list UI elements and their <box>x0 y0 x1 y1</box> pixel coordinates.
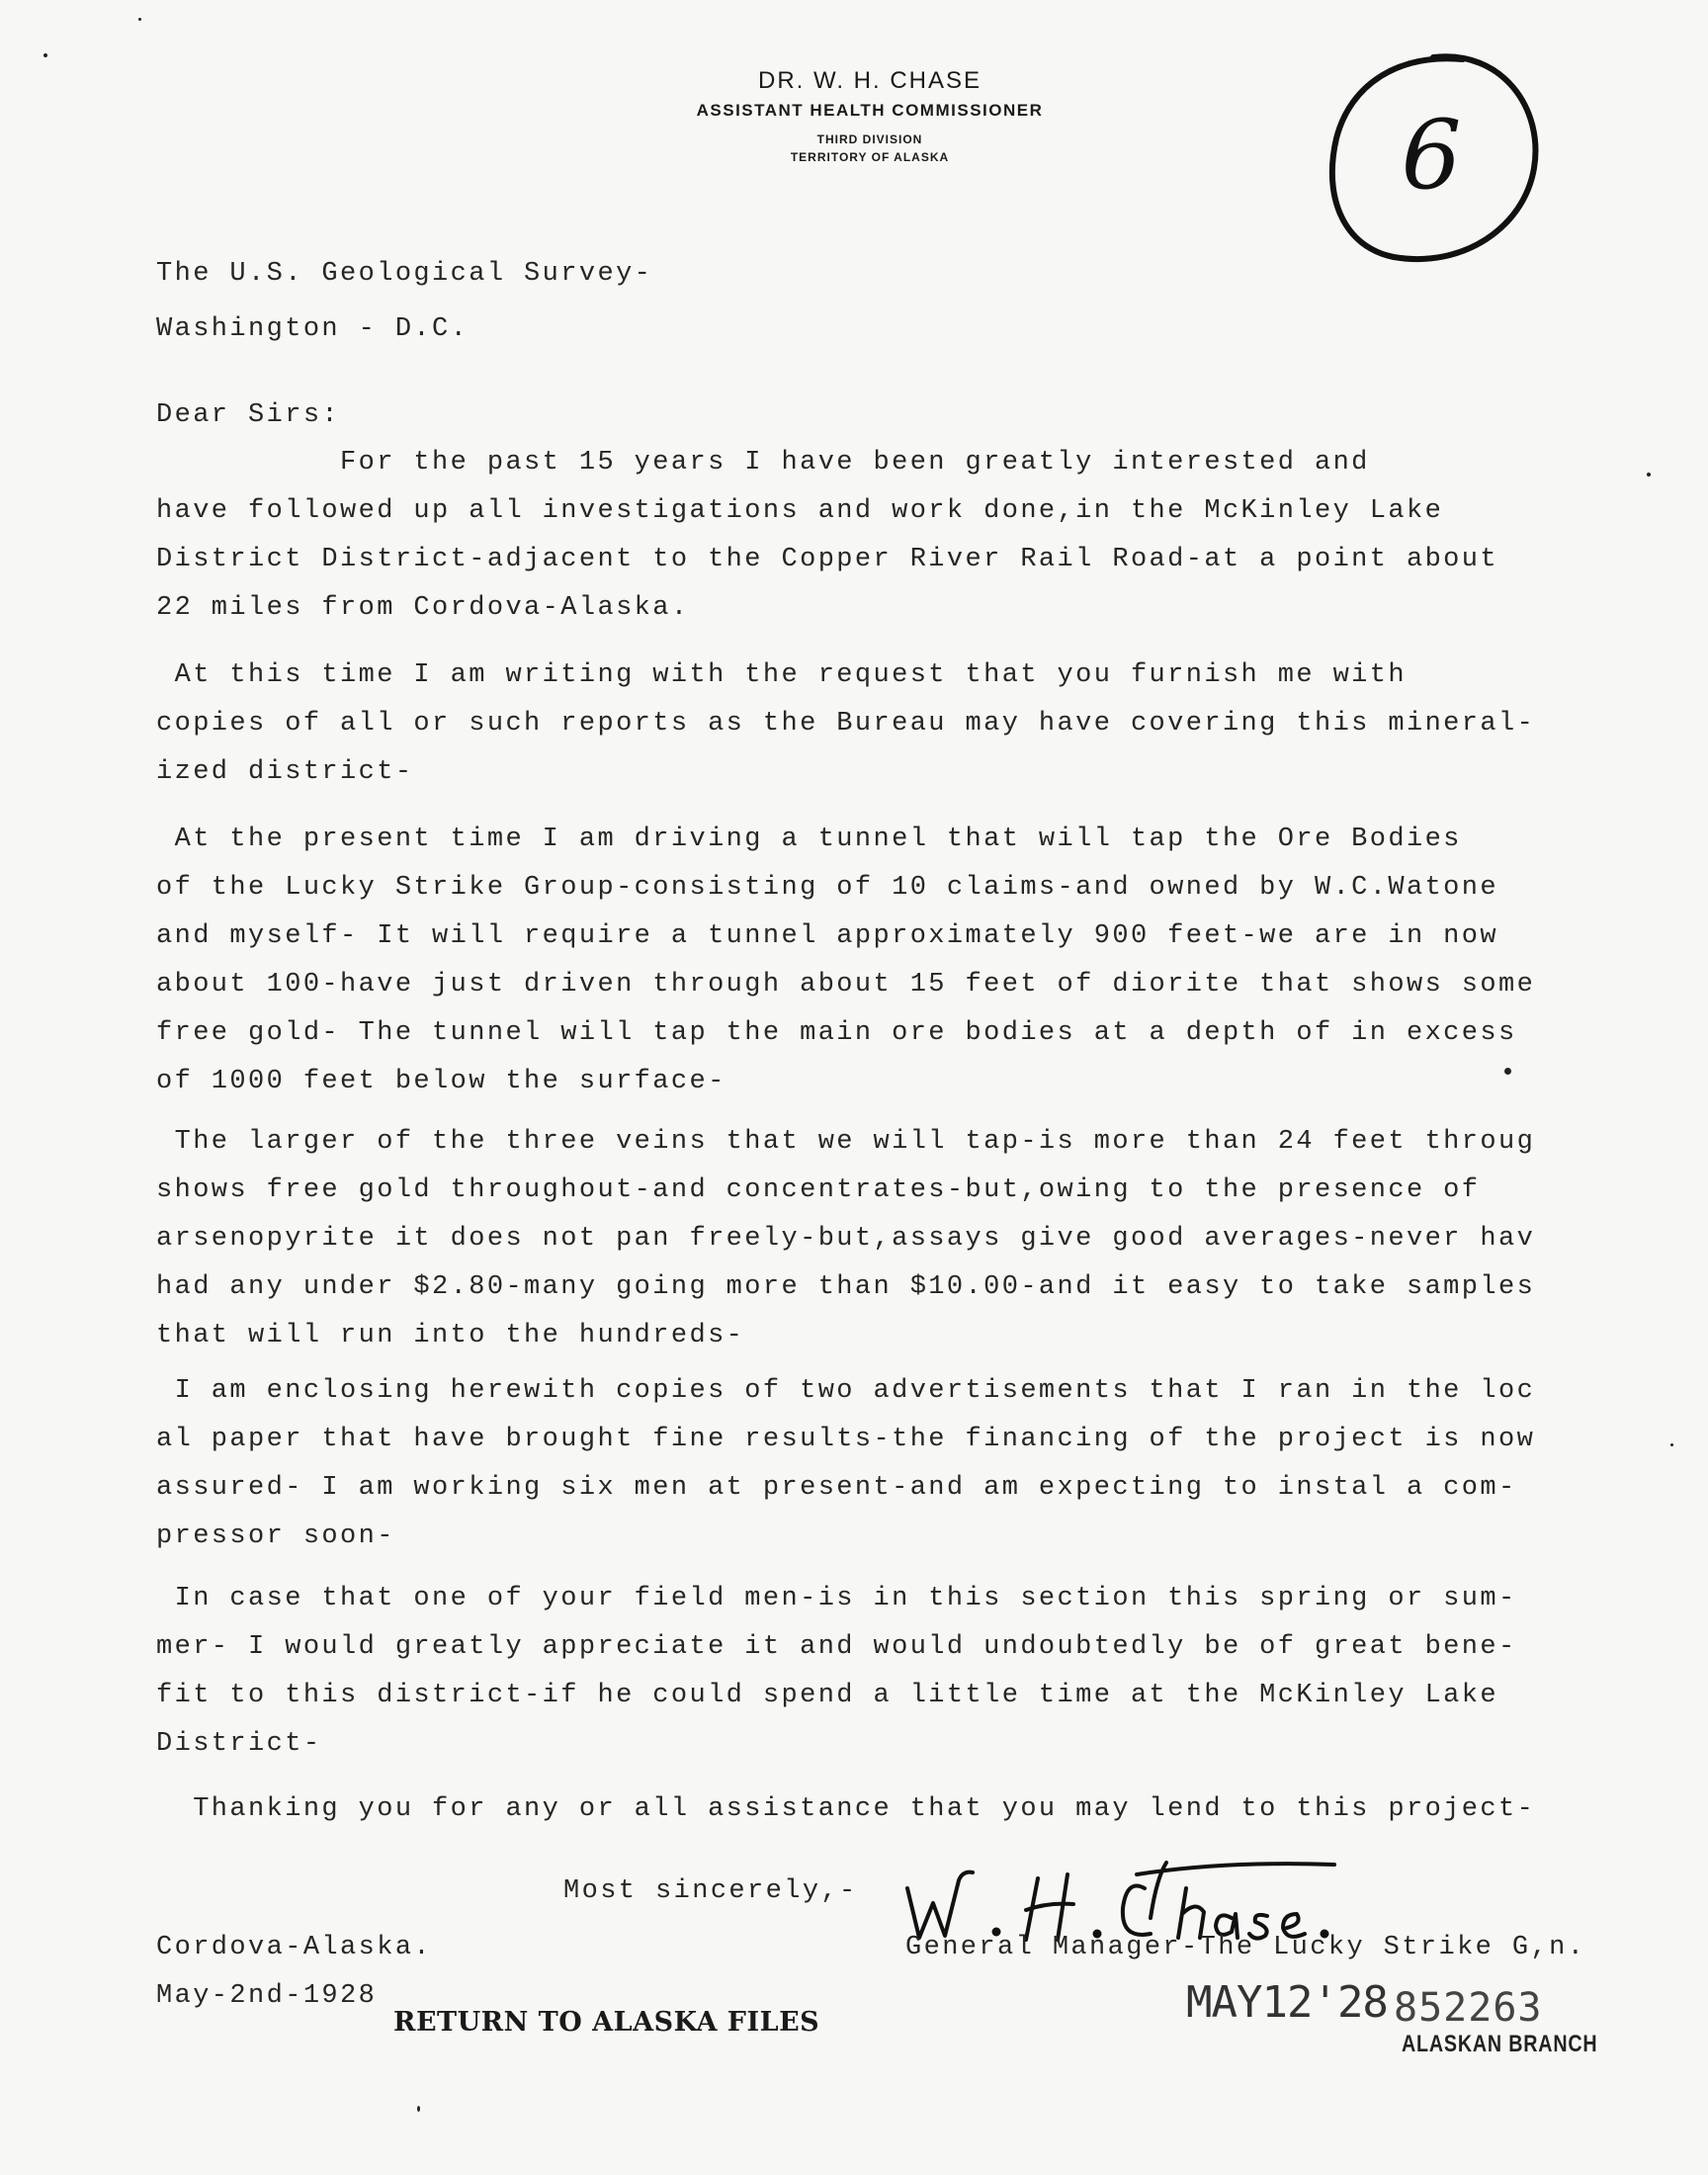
body-line: ized district- <box>156 757 414 787</box>
body-line: District- <box>156 1729 322 1759</box>
body-line: At the present time I am driving a tunnel that will tap the Ore Bodies <box>156 825 1462 854</box>
body-line: For the past 15 years I have been greatly interested and <box>156 448 1370 478</box>
signature-title: General Manager-The Lucky Strike G,n. <box>905 1933 1586 1962</box>
addressee-line-1: The U.S. Geological Survey- <box>156 259 653 289</box>
letterhead-name: DR. W. H. CHASE <box>757 67 982 94</box>
body-line: that will run into the hundreds- <box>156 1321 745 1350</box>
body-line: copies of all or such reports as the Bureau may have covering this mineral- <box>156 709 1536 739</box>
body-line: District District-adjacent to the Copper River Rail Road-at a point about <box>156 545 1498 574</box>
letterhead-territory: TERRITORY OF ALASKA <box>790 150 950 164</box>
body-line: al paper that have brought fine results-the financing of the project is now <box>156 1425 1536 1454</box>
scan-speck <box>1647 473 1651 477</box>
letter-date: May-2nd-1928 <box>156 1981 378 2011</box>
addressee-line-2: Washington - D.C. <box>156 314 470 344</box>
scan-speck <box>43 53 47 57</box>
body-line: The larger of the three veins that we will tap-is more than 24 feet throug <box>156 1127 1536 1157</box>
body-line: At this time I am writing with the request that you furnish me with <box>156 660 1407 690</box>
body-line: and myself- It will require a tunnel approximately 900 feet-we are in now <box>156 921 1498 951</box>
scan-speck <box>417 2106 420 2112</box>
body-line: arsenopyrite it does not pan freely-but,assays give good averages-never hav <box>156 1224 1536 1254</box>
letterhead-division: THIRD DIVISION <box>816 132 923 146</box>
body-line: Thanking you for any or all assistance that you may lend to this project- <box>156 1794 1536 1824</box>
body-line: mer- I would greatly appreciate it and would undoubtedly be of great bene- <box>156 1632 1517 1662</box>
return-to-alaska-files-stamp: RETURN TO ALASKA FILES <box>393 2007 820 2038</box>
body-line: had any under $2.80-many going more than $10.00-and it easy to take samples <box>156 1272 1536 1302</box>
body-line: I am enclosing herewith copies of two advertisements that I ran in the loc <box>156 1376 1536 1406</box>
body-line: In case that one of your field men-is in this section this spring or sum- <box>156 1584 1517 1613</box>
body-line: shows free gold throughout-and concentrates-but,owing to the presence of <box>156 1175 1481 1205</box>
body-line: about 100-have just driven through about 15 feet of diorite that shows some <box>156 970 1536 1000</box>
scan-speck <box>138 18 141 21</box>
page-number-text: 6 <box>1401 100 1462 211</box>
closing: Most sincerely,- <box>563 1876 858 1906</box>
salutation: Dear Sirs: <box>156 400 341 430</box>
letterhead <box>593 67 1147 164</box>
body-line: pressor soon- <box>156 1522 395 1551</box>
place: Cordova-Alaska. <box>156 1933 433 1962</box>
circled-page-number <box>1315 40 1552 277</box>
body-line: have followed up all investigations and work done,in the McKinley Lake <box>156 496 1444 526</box>
body-line: assured- I am working six men at present-and am expecting to instal a com- <box>156 1473 1517 1503</box>
body-line: fit to this district-if he could spend a little time at the McKinley Lake <box>156 1681 1498 1710</box>
file-number-stamp: 852263 <box>1394 1985 1543 2031</box>
body-line: of 1000 feet below the surface- <box>156 1067 726 1096</box>
body-line: free gold- The tunnel will tap the main ore bodies at a depth of in excess <box>156 1018 1517 1048</box>
scan-speck <box>1504 1068 1511 1075</box>
scan-speck <box>1670 1443 1673 1446</box>
alaskan-branch-stamp: ALASKAN BRANCH <box>1402 2031 1598 2057</box>
received-date-stamp: MAY12'28 <box>1186 1977 1388 2028</box>
letterhead-title: ASSISTANT HEALTH COMMISSIONER <box>696 101 1044 120</box>
body-line: 22 miles from Cordova-Alaska. <box>156 593 690 623</box>
body-line: of the Lucky Strike Group-consisting of 10 claims-and owned by W.C.Watone <box>156 873 1498 903</box>
